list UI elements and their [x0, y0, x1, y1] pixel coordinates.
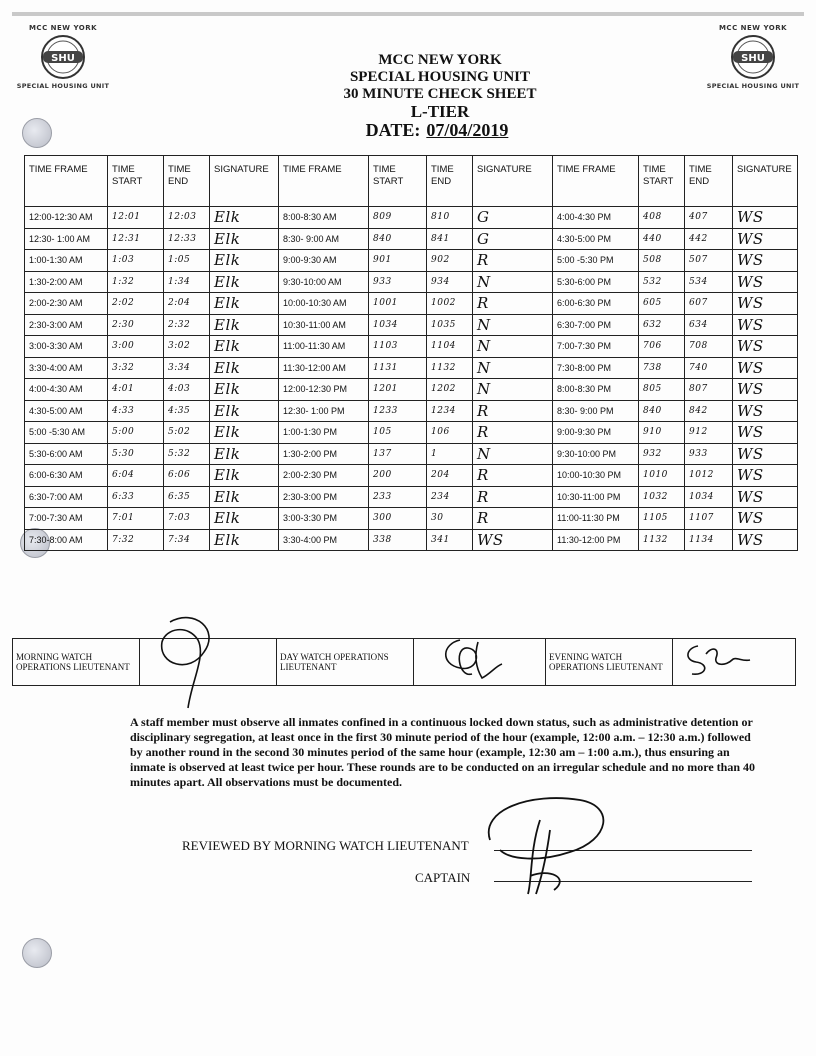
time-frame-cell: 2:00-2:30 AM — [25, 293, 108, 315]
time-end-cell: 1104 — [427, 336, 473, 358]
time-start-cell: 805 — [639, 379, 685, 401]
column-header: TIME FRAME — [25, 156, 108, 207]
time-frame-cell: 10:00-10:30 PM — [553, 465, 639, 487]
table-row — [25, 293, 798, 315]
signature-cell: WS — [733, 207, 798, 229]
time-start-cell: 12:01 — [108, 207, 164, 229]
time-end-cell: 507 — [685, 250, 733, 272]
signature-cell: R — [473, 508, 553, 530]
signature-cell: WS — [733, 271, 798, 293]
time-frame-cell: 3:30-4:00 AM — [25, 357, 108, 379]
time-frame-cell: 2:30-3:00 AM — [25, 314, 108, 336]
logo-top-text: MCC NEW YORK — [718, 24, 788, 32]
time-start-cell: 508 — [639, 250, 685, 272]
time-end-cell: 607 — [685, 293, 733, 315]
time-frame-cell: 10:30-11:00 PM — [553, 486, 639, 508]
time-start-cell: 6:33 — [108, 486, 164, 508]
signature-cell: WS — [733, 379, 798, 401]
day-watch-label: DAY WATCH OPERATIONS LIEUTENANT — [277, 639, 414, 686]
title-line-2: SPECIAL HOUSING UNIT — [349, 69, 531, 85]
time-frame-cell: 8:00-8:30 AM — [279, 207, 369, 229]
time-end-cell: 5:32 — [164, 443, 210, 465]
evening-signature-scribble — [676, 640, 756, 680]
captain-label: CAPTAIN — [415, 870, 471, 885]
table-row — [25, 443, 798, 465]
time-start-cell: 7:32 — [108, 529, 164, 551]
morning-watch-label: MORNING WATCH OPERATIONS LIEUTENANT — [13, 639, 140, 686]
time-start-cell: 1:32 — [108, 271, 164, 293]
table-row — [25, 529, 798, 551]
time-frame-cell: 8:30- 9:00 AM — [279, 228, 369, 250]
time-end-cell: 12:03 — [164, 207, 210, 229]
signature-cell: WS — [733, 422, 798, 444]
signature-cell: Elk — [210, 250, 279, 272]
time-start-cell: 1132 — [639, 529, 685, 551]
column-header: SIGNATURE — [733, 156, 798, 207]
time-end-cell: 6:06 — [164, 465, 210, 487]
signature-cell: N — [473, 336, 553, 358]
table-row — [25, 314, 798, 336]
time-start-cell: 5:30 — [108, 443, 164, 465]
signature-cell: Elk — [210, 486, 279, 508]
column-header: SIGNATURE — [473, 156, 553, 207]
time-frame-cell: 4:00-4:30 AM — [25, 379, 108, 401]
svg-text:SHU: SHU — [741, 53, 765, 64]
reviewed-label: REVIEWED BY MORNING WATCH LIEUTENANT — [182, 838, 469, 853]
time-start-cell: 605 — [639, 293, 685, 315]
title-line-1: MCC NEW YORK — [378, 52, 502, 68]
column-header: TIME START — [639, 156, 685, 207]
time-end-cell: 1132 — [427, 357, 473, 379]
time-end-cell: 1002 — [427, 293, 473, 315]
time-start-cell: 233 — [369, 486, 427, 508]
time-frame-cell: 6:00-6:30 PM — [553, 293, 639, 315]
time-start-cell: 5:00 — [108, 422, 164, 444]
signature-cell: Elk — [210, 379, 279, 401]
signature-cell: R — [473, 465, 553, 487]
time-frame-cell: 12:00-12:30 AM — [25, 207, 108, 229]
table-header-row — [25, 156, 798, 207]
signature-cell: Elk — [210, 400, 279, 422]
time-start-cell: 901 — [369, 250, 427, 272]
date-line — [250, 122, 630, 139]
time-end-cell: 534 — [685, 271, 733, 293]
signature-cell: Elk — [210, 529, 279, 551]
time-start-cell: 1105 — [639, 508, 685, 530]
signature-cell: WS — [733, 228, 798, 250]
column-header: TIME END — [685, 156, 733, 207]
signature-cell: Elk — [210, 336, 279, 358]
time-start-cell: 1:03 — [108, 250, 164, 272]
time-frame-cell: 6:00-6:30 AM — [25, 465, 108, 487]
signature-cell: WS — [733, 250, 798, 272]
signature-cell: Elk — [210, 293, 279, 315]
evening-watch-label: EVENING WATCH OPERATIONS LIEUTENANT — [546, 639, 673, 686]
time-end-cell: 841 — [427, 228, 473, 250]
time-end-cell: 1:05 — [164, 250, 210, 272]
signature-cell: WS — [733, 357, 798, 379]
time-start-cell: 532 — [639, 271, 685, 293]
time-start-cell: 7:01 — [108, 508, 164, 530]
morning-signature-scribble — [140, 610, 240, 715]
signature-cell: WS — [733, 400, 798, 422]
time-end-cell: 5:02 — [164, 422, 210, 444]
time-frame-cell: 10:00-10:30 AM — [279, 293, 369, 315]
policy-notice: A staff member must observe all inmates confined in a continuous locked down status, such as administrative detention or disciplinary segregation, at least once in the first 30 minute period of the hour (example, 12:00 a.m. – 12:30 a.m.) followed by another round in the second 30 minutes period of the same hour (example, 12:30 am – 1:00 a.m.), thus ensuring an inmate is observed at least twice per hour. These rounds are to be conducted on an irregular schedule and no more than 40 minutes apart. All observations must be documented. — [130, 715, 756, 789]
time-start-cell: 2:02 — [108, 293, 164, 315]
signature-cell: Elk — [210, 443, 279, 465]
time-end-cell: 204 — [427, 465, 473, 487]
time-start-cell: 200 — [369, 465, 427, 487]
signature-cell: WS — [733, 486, 798, 508]
time-start-cell: 3:32 — [108, 357, 164, 379]
time-start-cell: 1032 — [639, 486, 685, 508]
signature-cell: N — [473, 443, 553, 465]
time-end-cell: 4:35 — [164, 400, 210, 422]
signature-cell: R — [473, 293, 553, 315]
table-row — [25, 207, 798, 229]
table-row — [25, 250, 798, 272]
time-frame-cell: 1:00-1:30 AM — [25, 250, 108, 272]
time-end-cell: 1202 — [427, 379, 473, 401]
time-end-cell: 3:34 — [164, 357, 210, 379]
time-start-cell: 910 — [639, 422, 685, 444]
time-frame-cell: 6:30-7:00 PM — [553, 314, 639, 336]
time-end-cell: 1134 — [685, 529, 733, 551]
shu-seal-icon — [40, 34, 86, 80]
time-start-cell: 12:31 — [108, 228, 164, 250]
time-frame-cell: 1:00-1:30 PM — [279, 422, 369, 444]
time-frame-cell: 11:30-12:00 AM — [279, 357, 369, 379]
time-start-cell: 105 — [369, 422, 427, 444]
time-frame-cell: 5:00 -5:30 AM — [25, 422, 108, 444]
time-end-cell: 912 — [685, 422, 733, 444]
time-frame-cell: 2:30-3:00 PM — [279, 486, 369, 508]
time-frame-cell: 11:00-11:30 PM — [553, 508, 639, 530]
column-header: TIME END — [427, 156, 473, 207]
signature-cell: WS — [733, 336, 798, 358]
time-end-cell: 1234 — [427, 400, 473, 422]
signature-cell: WS — [473, 529, 553, 551]
time-frame-cell: 7:30-8:00 AM — [25, 529, 108, 551]
signature-cell: WS — [733, 508, 798, 530]
table-row — [25, 422, 798, 444]
time-start-cell: 809 — [369, 207, 427, 229]
time-frame-cell: 12:00-12:30 PM — [279, 379, 369, 401]
signature-cell: R — [473, 250, 553, 272]
time-end-cell: 4:03 — [164, 379, 210, 401]
logo-top-text: MCC NEW YORK — [28, 24, 98, 32]
time-frame-cell: 9:00-9:30 AM — [279, 250, 369, 272]
time-end-cell: 7:34 — [164, 529, 210, 551]
time-end-cell: 1:34 — [164, 271, 210, 293]
signature-cell: R — [473, 400, 553, 422]
table-row — [25, 486, 798, 508]
time-frame-cell: 3:00-3:30 AM — [25, 336, 108, 358]
date-label: DATE: — [365, 120, 421, 140]
time-frame-cell: 7:30-8:00 PM — [553, 357, 639, 379]
time-end-cell: 1034 — [685, 486, 733, 508]
time-frame-cell: 11:00-11:30 AM — [279, 336, 369, 358]
logo-bottom-text: SPECIAL HOUSING UNIT — [16, 82, 110, 90]
signature-cell: Elk — [210, 465, 279, 487]
column-header: TIME START — [108, 156, 164, 207]
time-frame-cell: 11:30-12:00 PM — [553, 529, 639, 551]
svg-text:SHU: SHU — [51, 53, 75, 64]
table-row — [25, 271, 798, 293]
time-end-cell: 2:04 — [164, 293, 210, 315]
time-frame-cell: 9:00-9:30 PM — [553, 422, 639, 444]
column-header: TIME FRAME — [279, 156, 369, 207]
signature-cell: R — [473, 486, 553, 508]
time-end-cell: 3:02 — [164, 336, 210, 358]
signature-cell: N — [473, 357, 553, 379]
time-frame-cell: 12:30- 1:00 AM — [25, 228, 108, 250]
title-line-3: 30 MINUTE CHECK SHEET — [343, 86, 537, 102]
signature-cell: Elk — [210, 508, 279, 530]
time-frame-cell: 9:30-10:00 PM — [553, 443, 639, 465]
time-end-cell: 7:03 — [164, 508, 210, 530]
time-frame-cell: 4:00-4:30 PM — [553, 207, 639, 229]
time-frame-cell: 1:30-2:00 AM — [25, 271, 108, 293]
time-frame-cell: 2:00-2:30 PM — [279, 465, 369, 487]
signature-cell: WS — [733, 529, 798, 551]
signature-cell: G — [473, 207, 553, 229]
time-end-cell: 708 — [685, 336, 733, 358]
time-frame-cell: 10:30-11:00 AM — [279, 314, 369, 336]
table-row — [25, 336, 798, 358]
time-end-cell: 1 — [427, 443, 473, 465]
time-end-cell: 30 — [427, 508, 473, 530]
time-start-cell: 1001 — [369, 293, 427, 315]
time-frame-cell: 5:30-6:00 PM — [553, 271, 639, 293]
review-signature-scribble — [470, 790, 620, 900]
column-header: TIME FRAME — [553, 156, 639, 207]
time-end-cell: 634 — [685, 314, 733, 336]
signature-cell: N — [473, 271, 553, 293]
time-frame-cell: 5:00 -5:30 PM — [553, 250, 639, 272]
time-end-cell: 1012 — [685, 465, 733, 487]
time-end-cell: 740 — [685, 357, 733, 379]
signature-cell: Elk — [210, 207, 279, 229]
signature-cell: Elk — [210, 422, 279, 444]
time-end-cell: 234 — [427, 486, 473, 508]
signature-cell: WS — [733, 465, 798, 487]
table-row — [25, 508, 798, 530]
punch-hole — [22, 118, 52, 148]
time-end-cell: 1035 — [427, 314, 473, 336]
column-header: TIME START — [369, 156, 427, 207]
time-end-cell: 933 — [685, 443, 733, 465]
signature-cell: Elk — [210, 228, 279, 250]
time-start-cell: 1010 — [639, 465, 685, 487]
time-end-cell: 442 — [685, 228, 733, 250]
signature-cell: WS — [733, 314, 798, 336]
time-start-cell: 1103 — [369, 336, 427, 358]
tier-label: L-TIER — [410, 102, 470, 121]
signature-cell: Elk — [210, 314, 279, 336]
time-frame-cell: 6:30-7:00 AM — [25, 486, 108, 508]
time-end-cell: 842 — [685, 400, 733, 422]
time-frame-cell: 9:30-10:00 AM — [279, 271, 369, 293]
time-start-cell: 706 — [639, 336, 685, 358]
time-start-cell: 933 — [369, 271, 427, 293]
time-start-cell: 840 — [639, 400, 685, 422]
signature-cell: WS — [733, 293, 798, 315]
time-start-cell: 840 — [369, 228, 427, 250]
check-table — [24, 155, 798, 551]
signature-cell: N — [473, 379, 553, 401]
time-end-cell: 1107 — [685, 508, 733, 530]
logo-bottom-text: SPECIAL HOUSING UNIT — [706, 82, 800, 90]
time-frame-cell: 8:00-8:30 PM — [553, 379, 639, 401]
time-start-cell: 932 — [639, 443, 685, 465]
time-frame-cell: 7:00-7:30 AM — [25, 508, 108, 530]
time-end-cell: 12:33 — [164, 228, 210, 250]
time-end-cell: 341 — [427, 529, 473, 551]
time-frame-cell: 1:30-2:00 PM — [279, 443, 369, 465]
time-end-cell: 810 — [427, 207, 473, 229]
time-start-cell: 632 — [639, 314, 685, 336]
shu-logo-left — [8, 24, 118, 90]
time-frame-cell: 4:30-5:00 AM — [25, 400, 108, 422]
time-frame-cell: 3:00-3:30 PM — [279, 508, 369, 530]
time-frame-cell: 4:30-5:00 PM — [553, 228, 639, 250]
shu-logo-right — [698, 24, 808, 90]
punch-hole — [22, 938, 52, 968]
table-row — [25, 357, 798, 379]
time-start-cell: 1233 — [369, 400, 427, 422]
time-start-cell: 3:00 — [108, 336, 164, 358]
time-end-cell: 902 — [427, 250, 473, 272]
time-end-cell: 934 — [427, 271, 473, 293]
time-end-cell: 2:32 — [164, 314, 210, 336]
time-end-cell: 807 — [685, 379, 733, 401]
time-frame-cell: 12:30- 1:00 PM — [279, 400, 369, 422]
column-header: TIME END — [164, 156, 210, 207]
time-end-cell: 106 — [427, 422, 473, 444]
table-row — [25, 465, 798, 487]
time-start-cell: 1131 — [369, 357, 427, 379]
time-start-cell: 4:33 — [108, 400, 164, 422]
time-frame-cell: 3:30-4:00 PM — [279, 529, 369, 551]
signature-cell: G — [473, 228, 553, 250]
sheet-title — [250, 52, 630, 139]
time-start-cell: 1034 — [369, 314, 427, 336]
time-start-cell: 4:01 — [108, 379, 164, 401]
time-end-cell: 407 — [685, 207, 733, 229]
table-row — [25, 400, 798, 422]
time-frame-cell: 7:00-7:30 PM — [553, 336, 639, 358]
signature-cell: Elk — [210, 357, 279, 379]
table-row — [25, 228, 798, 250]
time-start-cell: 137 — [369, 443, 427, 465]
top-edge-line — [12, 12, 804, 16]
time-start-cell: 2:30 — [108, 314, 164, 336]
signature-cell: R — [473, 422, 553, 444]
signature-cell: Elk — [210, 271, 279, 293]
time-start-cell: 738 — [639, 357, 685, 379]
time-start-cell: 6:04 — [108, 465, 164, 487]
date-value: 07/04/2019 — [426, 120, 509, 140]
column-header: SIGNATURE — [210, 156, 279, 207]
day-signature-scribble — [430, 634, 510, 684]
time-start-cell: 300 — [369, 508, 427, 530]
time-start-cell: 440 — [639, 228, 685, 250]
signature-cell: WS — [733, 443, 798, 465]
shu-seal-icon — [730, 34, 776, 80]
time-start-cell: 408 — [639, 207, 685, 229]
time-start-cell: 338 — [369, 529, 427, 551]
table-row — [25, 379, 798, 401]
time-frame-cell: 5:30-6:00 AM — [25, 443, 108, 465]
time-frame-cell: 8:30- 9:00 PM — [553, 400, 639, 422]
time-start-cell: 1201 — [369, 379, 427, 401]
time-end-cell: 6:35 — [164, 486, 210, 508]
signature-cell: N — [473, 314, 553, 336]
